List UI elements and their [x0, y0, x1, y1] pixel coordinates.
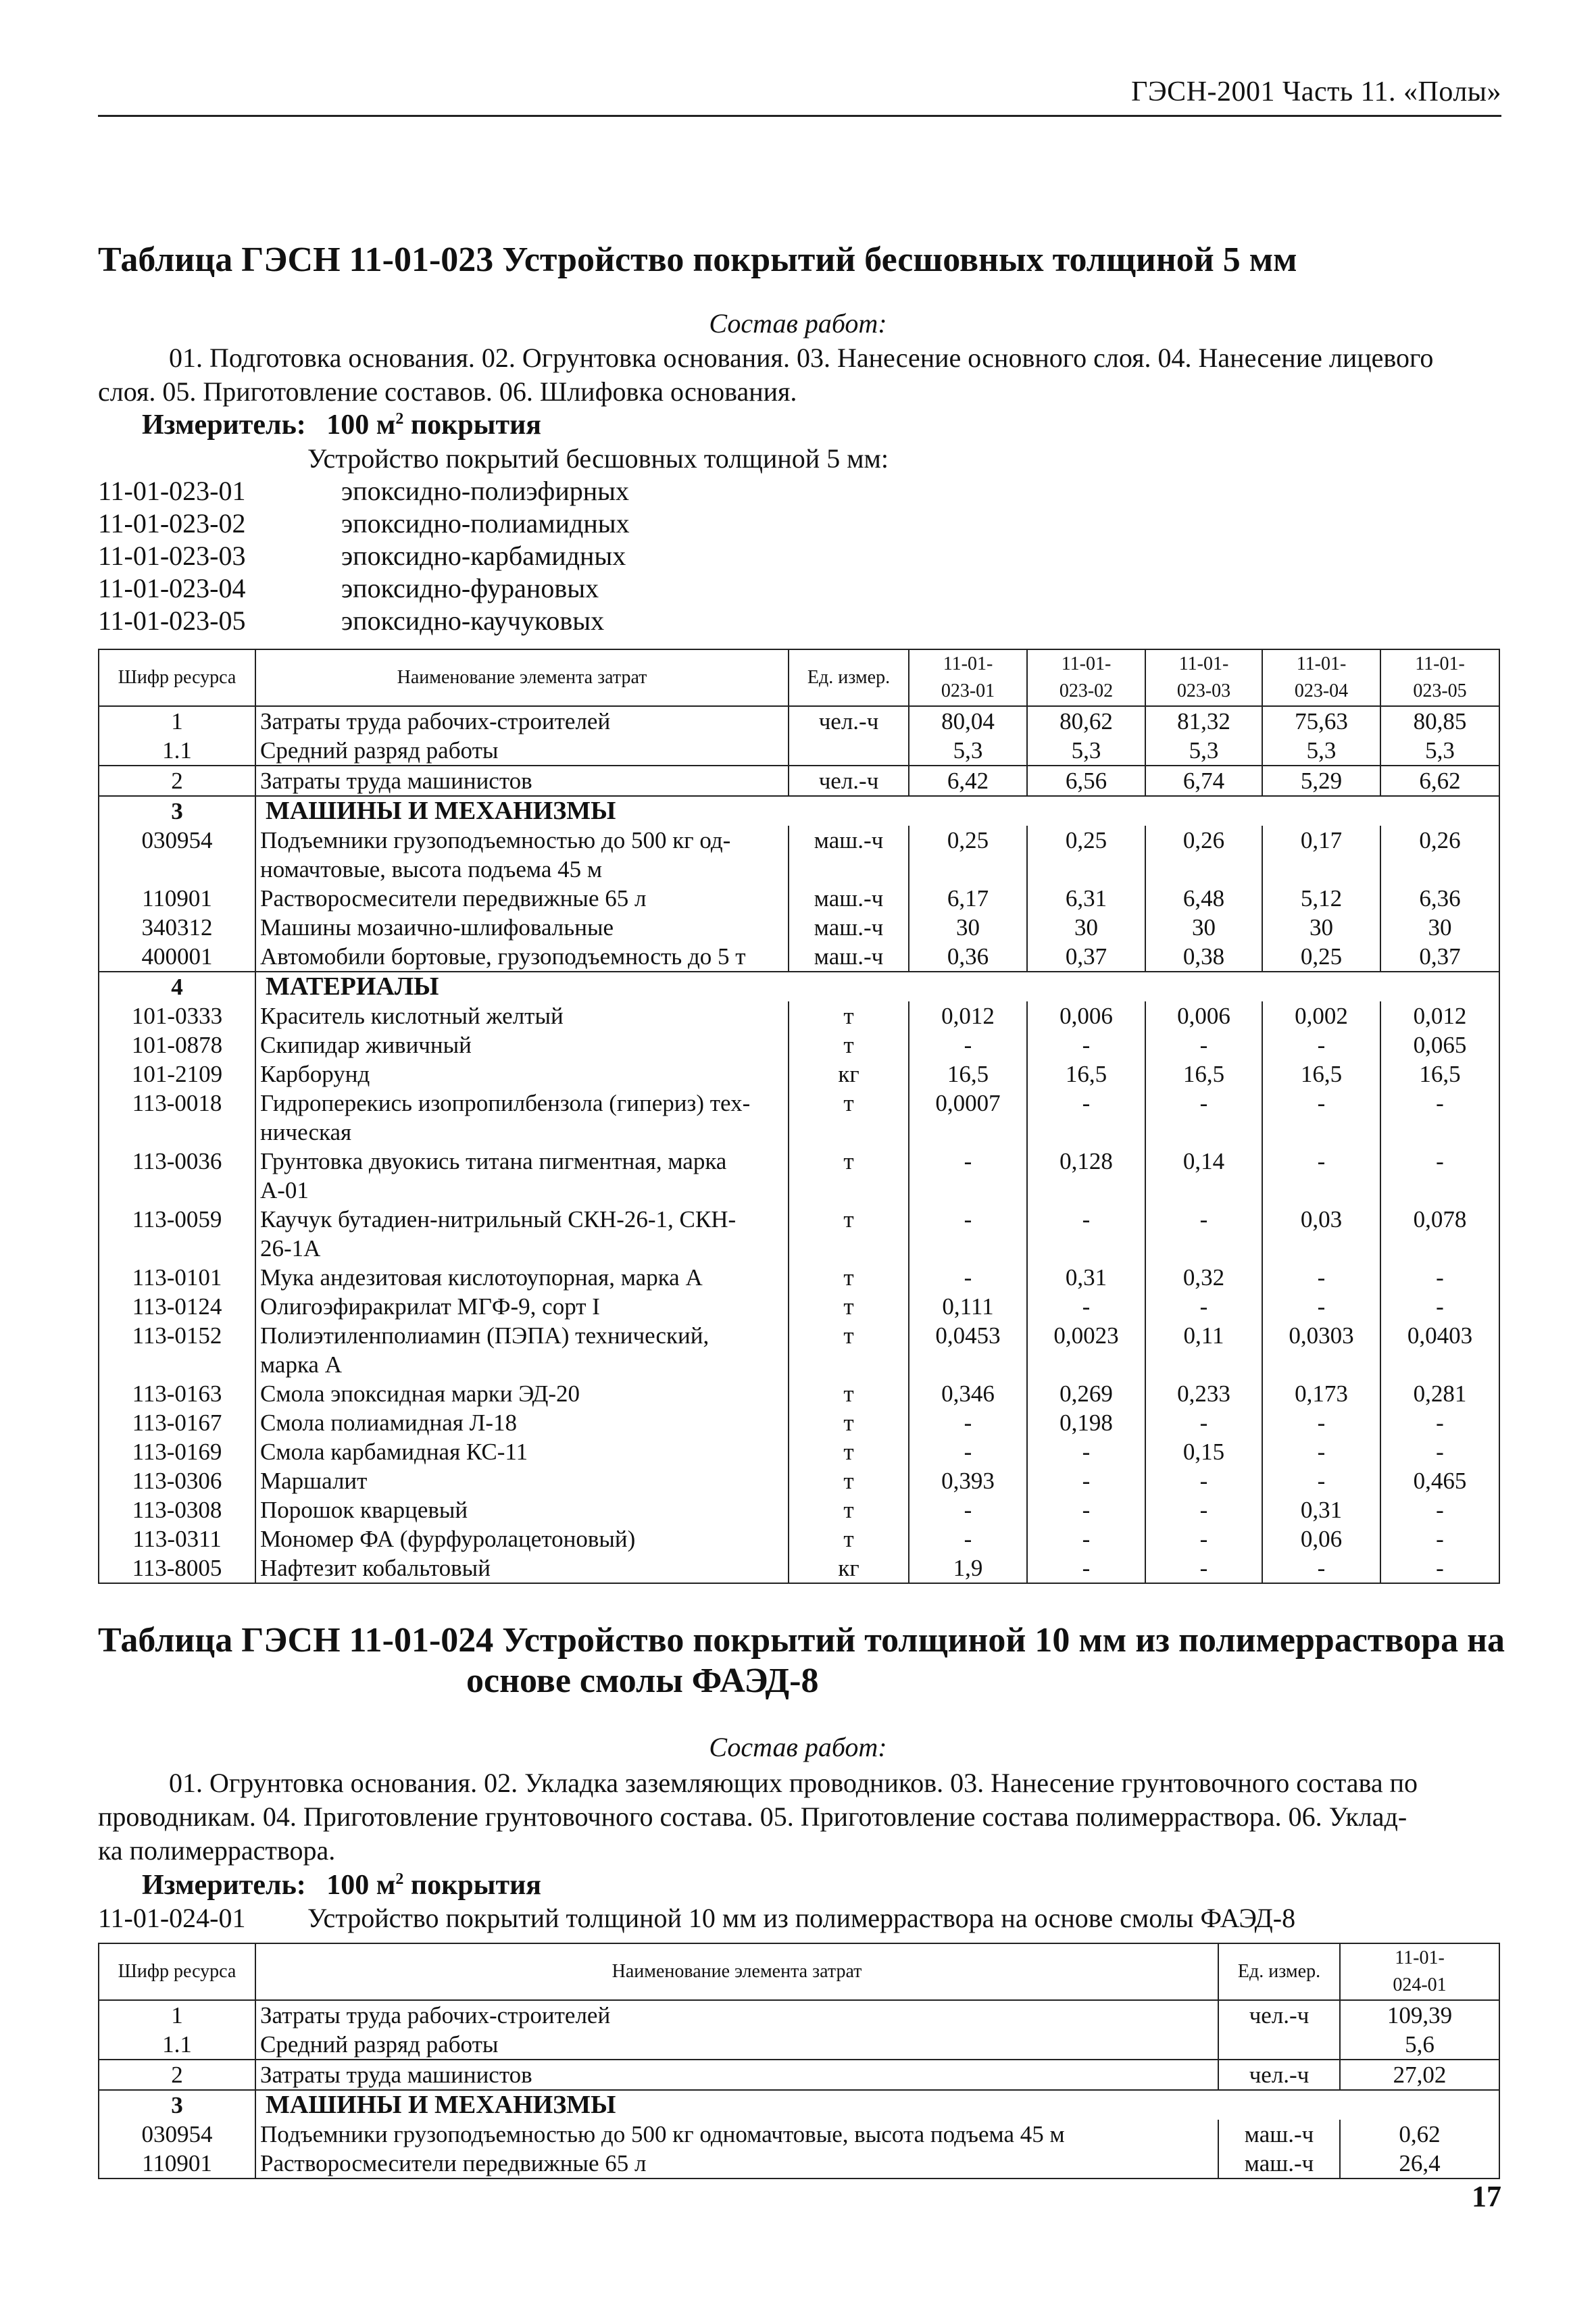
row-value: - [1262, 1292, 1380, 1321]
row-name: Затраты труда машинистов [255, 766, 789, 796]
row-unit: чел.-ч [789, 706, 909, 736]
variant-name: эпоксидно-карбамидных [341, 541, 626, 571]
section-row [99, 2090, 1499, 2120]
variant-name: эпоксидно-фурановых [341, 573, 599, 603]
measure-sup: 2 [395, 1870, 404, 1888]
row-value: 0,14 [1145, 1147, 1262, 1205]
row-name: Подъемники грузоподъемностью до 500 кг од- номачтовые, высота подъема 45 м [255, 826, 789, 884]
table1-measure [142, 409, 541, 441]
variant-code: 11-01-023-03 [98, 541, 246, 571]
row-name: Маршалит [255, 1466, 789, 1495]
row-value: - [1145, 1495, 1262, 1524]
row-value: - [1145, 1466, 1262, 1495]
row-value: 0,0403 [1380, 1321, 1499, 1379]
variant-item [98, 507, 841, 540]
row-value: 16,5 [909, 1060, 1027, 1089]
row-name: Каучук бутадиен-нитрильный СКН-26-1, СКН- 26-1А [255, 1205, 789, 1263]
header-unit: Ед. измер. [789, 649, 909, 706]
row-value: 80,04 [909, 706, 1027, 736]
row-name: Затраты труда рабочих-строителей [255, 706, 789, 736]
row-unit: т [789, 1030, 909, 1060]
row-value: 0,15 [1145, 1437, 1262, 1466]
table-row [99, 1379, 1499, 1408]
row-value: 0,26 [1380, 826, 1499, 884]
row-unit: маш.-ч [789, 826, 909, 884]
row-value: - [1262, 1408, 1380, 1437]
row-value: - [909, 1437, 1027, 1466]
row-value: - [1027, 1495, 1145, 1524]
table-row [99, 1089, 1499, 1147]
row-value: 5,12 [1262, 884, 1380, 913]
variant-name: эпоксидно-каучуковых [341, 605, 605, 636]
table1-variants-title: Устройство покрытий бесшовных толщиной 5 мм: [307, 443, 889, 474]
row-name: Порошок кварцевый [255, 1495, 789, 1524]
row-value: 0,0453 [909, 1321, 1027, 1379]
row-code: 101-0333 [99, 1001, 255, 1030]
row-value: 0,25 [909, 826, 1027, 884]
table-row [99, 2000, 1499, 2030]
row-value: - [1262, 1553, 1380, 1583]
row-code: 110901 [99, 884, 255, 913]
row-value: - [1262, 1263, 1380, 1292]
row-code: 4 [99, 972, 255, 1001]
row-code: 113-0163 [99, 1379, 255, 1408]
row-value: - [1027, 1524, 1145, 1553]
row-value: 0,26 [1145, 826, 1262, 884]
row-name: Мука андезитовая кислотоупорная, марка А [255, 1263, 789, 1292]
row-name: Смола эпоксидная марки ЭД-20 [255, 1379, 789, 1408]
table2-grid [98, 1943, 1500, 2179]
row-unit: кг [789, 1553, 909, 1583]
row-value: - [1027, 1089, 1145, 1147]
row-unit: т [789, 1495, 909, 1524]
row-unit: т [789, 1321, 909, 1379]
row-value: - [1380, 1524, 1499, 1553]
row-unit [1218, 2030, 1340, 2060]
table-row [99, 884, 1499, 913]
header-rule [98, 115, 1501, 117]
row-value: 0,25 [1262, 942, 1380, 972]
table2-composition-line1: 01. Огрунтовка основания. 02. Укладка заземляющих проводников. 03. Нанесение грунтовочного состава по [169, 1768, 1418, 1798]
row-name: Гидроперекись изопропилбензола (гипериз) тех- ническая [255, 1089, 789, 1147]
row-value: - [1145, 1205, 1262, 1263]
row-value: 6,36 [1380, 884, 1499, 913]
row-unit: чел.-ч [1218, 2060, 1340, 2090]
row-value: 26,4 [1340, 2149, 1499, 2179]
variant-item [98, 540, 841, 572]
row-unit: кг [789, 1060, 909, 1089]
row-name: Нафтезит кобальтовый [255, 1553, 789, 1583]
row-value: 0,012 [1380, 1001, 1499, 1030]
row-name: Грунтовка двуокись титана пигментная, марка А-01 [255, 1147, 789, 1205]
running-head: ГЭСН-2001 Часть 11. «Полы» [1131, 76, 1501, 107]
row-unit: т [789, 1001, 909, 1030]
table1-variants-list [98, 475, 841, 637]
row-unit: т [789, 1089, 909, 1147]
table-row [99, 2030, 1499, 2060]
row-name: Затраты труда машинистов [255, 2060, 1218, 2090]
table-row [99, 2060, 1499, 2090]
row-value: 6,17 [909, 884, 1027, 913]
row-name: Карборунд [255, 1060, 789, 1089]
row-value: 5,29 [1262, 766, 1380, 796]
row-value: 5,3 [1262, 736, 1380, 766]
row-value: 0,128 [1027, 1147, 1145, 1205]
row-value: - [1027, 1553, 1145, 1583]
row-code: 113-8005 [99, 1553, 255, 1583]
section-title: МАШИНЫ И МЕХАНИЗМЫ [255, 796, 1499, 826]
row-code: 113-0311 [99, 1524, 255, 1553]
table-row [99, 826, 1499, 884]
row-code: 113-0306 [99, 1466, 255, 1495]
row-value: 30 [1262, 913, 1380, 942]
row-value: 0,62 [1340, 2120, 1499, 2149]
row-value: - [1380, 1292, 1499, 1321]
table1-composition-line2: слоя. 05. Приготовление составов. 06. Шлифовка основания. [98, 376, 797, 407]
row-value: - [1380, 1437, 1499, 1466]
table-row [99, 706, 1499, 736]
row-code: 2 [99, 2060, 255, 2090]
row-value: 0,111 [909, 1292, 1027, 1321]
section-row [99, 972, 1499, 1001]
table-row [99, 1466, 1499, 1495]
row-value: 30 [909, 913, 1027, 942]
row-unit: т [789, 1466, 909, 1495]
table2-measure [142, 1869, 541, 1901]
row-unit: т [789, 1205, 909, 1263]
row-value: 16,5 [1380, 1060, 1499, 1089]
row-value: - [1380, 1263, 1499, 1292]
row-code: 113-0018 [99, 1089, 255, 1147]
row-value: - [1145, 1524, 1262, 1553]
row-value: - [1145, 1408, 1262, 1437]
row-value: 0,0007 [909, 1089, 1027, 1147]
section-title: МАШИНЫ И МЕХАНИЗМЫ [255, 2090, 1499, 2120]
row-value: - [1262, 1466, 1380, 1495]
row-value: 80,85 [1380, 706, 1499, 736]
row-value: 0,32 [1145, 1263, 1262, 1292]
row-unit: т [789, 1408, 909, 1437]
table-row [99, 1321, 1499, 1379]
row-value: - [1027, 1466, 1145, 1495]
row-value: 0,281 [1380, 1379, 1499, 1408]
row-value: 0,31 [1262, 1495, 1380, 1524]
row-value: - [1262, 1030, 1380, 1060]
row-value: 0,006 [1145, 1001, 1262, 1030]
row-code: 113-0308 [99, 1495, 255, 1524]
row-value: - [1145, 1553, 1262, 1583]
row-code: 113-0124 [99, 1292, 255, 1321]
row-name: Средний разряд работы [255, 736, 789, 766]
header-col: 11-01- 023-03 [1145, 649, 1262, 706]
row-value: - [909, 1147, 1027, 1205]
row-value: - [1027, 1292, 1145, 1321]
row-value: 0,233 [1145, 1379, 1262, 1408]
row-value: 0,269 [1027, 1379, 1145, 1408]
row-value: 0,393 [909, 1466, 1027, 1495]
row-name: Смола карбамидная КС-11 [255, 1437, 789, 1466]
row-value: 6,62 [1380, 766, 1499, 796]
table-row [99, 1437, 1499, 1466]
row-unit: маш.-ч [1218, 2149, 1340, 2179]
row-value: - [1145, 1030, 1262, 1060]
row-value: 0,173 [1262, 1379, 1380, 1408]
variant-code: 11-01-023-02 [98, 508, 246, 539]
row-value: - [909, 1205, 1027, 1263]
row-code: 101-2109 [99, 1060, 255, 1089]
header-col: 11-01- 023-05 [1380, 649, 1499, 706]
section-title: МАТЕРИАЛЫ [255, 972, 1499, 1001]
row-code: 030954 [99, 2120, 255, 2149]
row-value: 6,74 [1145, 766, 1262, 796]
table-row [99, 1292, 1499, 1321]
row-value: - [909, 1524, 1027, 1553]
row-value: - [1380, 1553, 1499, 1583]
row-value: - [1262, 1437, 1380, 1466]
row-name: Растворосмесители передвижные 65 л [255, 884, 789, 913]
variant-name: эпоксидно-полиамидных [341, 508, 630, 539]
table1-composition-line1: 01. Подготовка основания. 02. Огрунтовка основания. 03. Нанесение основного слоя. 04. Нанесение лицевого [169, 343, 1434, 373]
table-row [99, 1524, 1499, 1553]
header-col: 11-01- 023-04 [1262, 649, 1380, 706]
row-value: 0,36 [909, 942, 1027, 972]
variant-name: эпоксидно-полиэфирных [341, 476, 630, 506]
row-value: 0,198 [1027, 1408, 1145, 1437]
table-row [99, 1060, 1499, 1089]
row-value: 6,42 [909, 766, 1027, 796]
row-name: Растворосмесители передвижные 65 л [255, 2149, 1218, 2179]
table1-composition-heading: Состав работ: [709, 308, 887, 339]
row-unit: маш.-ч [789, 913, 909, 942]
header-name: Наименование элемента затрат [255, 649, 789, 706]
table-row [99, 1408, 1499, 1437]
measure-suffix: покрытия [403, 1870, 542, 1901]
row-code: 1.1 [99, 736, 255, 766]
row-code: 400001 [99, 942, 255, 972]
row-value: 109,39 [1340, 2000, 1499, 2030]
table2-variant-name: Устройство покрытий толщиной 10 мм из полимерраствора на основе смолы ФАЭД-8 [307, 1903, 1296, 1933]
row-code: 113-0059 [99, 1205, 255, 1263]
row-value: 6,48 [1145, 884, 1262, 913]
row-code: 110901 [99, 2149, 255, 2179]
row-code: 030954 [99, 826, 255, 884]
row-value: 5,3 [1145, 736, 1262, 766]
row-value: 0,465 [1380, 1466, 1499, 1495]
row-value: 0,38 [1145, 942, 1262, 972]
measure-sup: 2 [395, 410, 404, 428]
row-value: 30 [1145, 913, 1262, 942]
row-name: Смола полиамидная Л-18 [255, 1408, 789, 1437]
row-value: 0,17 [1262, 826, 1380, 884]
row-value: 0,012 [909, 1001, 1027, 1030]
row-value: 16,5 [1262, 1060, 1380, 1089]
table-row [99, 1147, 1499, 1205]
measure-value: 100 м [326, 409, 396, 441]
measure-suffix: покрытия [403, 409, 542, 441]
row-value: - [1380, 1089, 1499, 1147]
measure-label: Измеритель: [142, 1870, 306, 1901]
variant-code: 11-01-023-05 [98, 605, 246, 636]
row-code: 101-0878 [99, 1030, 255, 1060]
row-value: 0,03 [1262, 1205, 1380, 1263]
row-value: - [909, 1263, 1027, 1292]
row-code: 340312 [99, 913, 255, 942]
row-value: - [909, 1495, 1027, 1524]
row-value: 5,3 [909, 736, 1027, 766]
row-code: 113-0167 [99, 1408, 255, 1437]
table2-title-line1: Таблица ГЭСН 11-01-024 Устройство покрытий толщиной 10 мм из полимерраствора на [98, 1621, 1505, 1660]
table-row [99, 1001, 1499, 1030]
row-value: 75,63 [1262, 706, 1380, 736]
row-code: 3 [99, 796, 255, 826]
table2-title-line2: основе смолы ФАЭД-8 [466, 1662, 819, 1700]
row-value: 80,62 [1027, 706, 1145, 736]
row-value: - [1027, 1437, 1145, 1466]
row-value: 0,0303 [1262, 1321, 1380, 1379]
row-code: 1 [99, 2000, 255, 2030]
table-row [99, 1263, 1499, 1292]
table1-grid [98, 649, 1500, 1584]
row-value: 0,11 [1145, 1321, 1262, 1379]
row-name: Скипидар живичный [255, 1030, 789, 1060]
table2-composition-line3: ка полимерраствора. [98, 1835, 336, 1866]
table-row [99, 1030, 1499, 1060]
row-value: 30 [1380, 913, 1499, 942]
variant-code: 11-01-023-01 [98, 476, 246, 506]
row-value: 0,006 [1027, 1001, 1145, 1030]
table2-composition-line2: проводникам. 04. Приготовление грунтовочного состава. 05. Приготовление состава полимерраствора. 06. Уклад- [98, 1801, 1407, 1832]
row-value: 0,065 [1380, 1030, 1499, 1060]
row-value: 0,0023 [1027, 1321, 1145, 1379]
row-value: 0,078 [1380, 1205, 1499, 1263]
variant-item [98, 605, 841, 637]
row-code: 113-0036 [99, 1147, 255, 1205]
row-value: - [1145, 1089, 1262, 1147]
row-value: - [1380, 1495, 1499, 1524]
row-name: Машины мозаично-шлифовальные [255, 913, 789, 942]
row-code: 113-0169 [99, 1437, 255, 1466]
row-name: Автомобили бортовые, грузоподъемность до 5 т [255, 942, 789, 972]
row-unit: т [789, 1292, 909, 1321]
row-value: 5,3 [1380, 736, 1499, 766]
row-value: 0,37 [1380, 942, 1499, 972]
header-name: Наименование элемента затрат [255, 1943, 1218, 2000]
row-name: Олигоэфиракрилат МГФ-9, сорт I [255, 1292, 789, 1321]
row-value: - [1380, 1408, 1499, 1437]
table-row [99, 913, 1499, 942]
header-unit: Ед. измер. [1218, 1943, 1340, 2000]
row-name: Мономер ФА (фурфуролацетоновый) [255, 1524, 789, 1553]
row-code: 113-0101 [99, 1263, 255, 1292]
table2-header-row [99, 1943, 1499, 2000]
row-value: 0,002 [1262, 1001, 1380, 1030]
row-value: - [1027, 1205, 1145, 1263]
row-value: 30 [1027, 913, 1145, 942]
row-unit: чел.-ч [789, 766, 909, 796]
section-row [99, 796, 1499, 826]
row-unit: т [789, 1263, 909, 1292]
row-name: Полиэтиленполиамин (ПЭПА) технический, марка А [255, 1321, 789, 1379]
row-value: - [1145, 1292, 1262, 1321]
row-unit: маш.-ч [1218, 2120, 1340, 2149]
table2-variant-code: 11-01-024-01 [98, 1903, 246, 1933]
row-unit: маш.-ч [789, 884, 909, 913]
row-unit: т [789, 1524, 909, 1553]
row-value: 0,31 [1027, 1263, 1145, 1292]
table-row [99, 2149, 1499, 2179]
row-value: 6,31 [1027, 884, 1145, 913]
header-code: Шифр ресурса [99, 649, 255, 706]
row-name: Краситель кислотный желтый [255, 1001, 789, 1030]
row-code: 1 [99, 706, 255, 736]
measure-value: 100 м [326, 1870, 396, 1901]
row-value: 0,37 [1027, 942, 1145, 972]
row-unit: т [789, 1437, 909, 1466]
table-row [99, 1553, 1499, 1583]
header-col: 11-01- 023-02 [1027, 649, 1145, 706]
row-code: 113-0152 [99, 1321, 255, 1379]
header-col: 11-01- 023-01 [909, 649, 1027, 706]
row-value: 0,25 [1027, 826, 1145, 884]
variant-item [98, 572, 841, 605]
table-row [99, 766, 1499, 796]
table-row [99, 2120, 1499, 2149]
header-col: 11-01- 024-01 [1340, 1943, 1499, 2000]
row-name: Средний разряд работы [255, 2030, 1218, 2060]
page-number: 17 [1472, 2180, 1501, 2213]
row-value: 5,6 [1340, 2030, 1499, 2060]
row-value: 81,32 [1145, 706, 1262, 736]
variant-code: 11-01-023-04 [98, 573, 246, 603]
row-name: Затраты труда рабочих-строителей [255, 2000, 1218, 2030]
row-value: 6,56 [1027, 766, 1145, 796]
table-row [99, 736, 1499, 766]
header-code: Шифр ресурса [99, 1943, 255, 2000]
variant-item [98, 475, 841, 507]
row-code: 2 [99, 766, 255, 796]
row-value: - [909, 1030, 1027, 1060]
row-value: 0,06 [1262, 1524, 1380, 1553]
row-code: 1.1 [99, 2030, 255, 2060]
measure-label: Измеритель: [142, 409, 306, 441]
table-row [99, 942, 1499, 972]
row-value: - [1262, 1089, 1380, 1147]
row-unit: маш.-ч [789, 942, 909, 972]
row-value: 1,9 [909, 1553, 1027, 1583]
row-value: - [1027, 1030, 1145, 1060]
row-name: Подъемники грузоподъемностью до 500 кг одномачтовые, высота подъема 45 м [255, 2120, 1218, 2149]
row-unit [789, 736, 909, 766]
table1-title: Таблица ГЭСН 11-01-023 Устройство покрытий бесшовных толщиной 5 мм [98, 241, 1297, 279]
table2-composition-heading: Состав работ: [709, 1732, 887, 1762]
row-value: - [1262, 1147, 1380, 1205]
row-value: 0,346 [909, 1379, 1027, 1408]
row-value: 5,3 [1027, 736, 1145, 766]
row-unit: т [789, 1379, 909, 1408]
row-unit: чел.-ч [1218, 2000, 1340, 2030]
row-unit: т [789, 1147, 909, 1205]
row-value: 16,5 [1145, 1060, 1262, 1089]
table-row [99, 1205, 1499, 1263]
table-row [99, 1495, 1499, 1524]
row-value: 27,02 [1340, 2060, 1499, 2090]
table1-header-row [99, 649, 1499, 706]
row-code: 3 [99, 2090, 255, 2120]
row-value: - [909, 1408, 1027, 1437]
row-value: - [1380, 1147, 1499, 1205]
row-value: 16,5 [1027, 1060, 1145, 1089]
